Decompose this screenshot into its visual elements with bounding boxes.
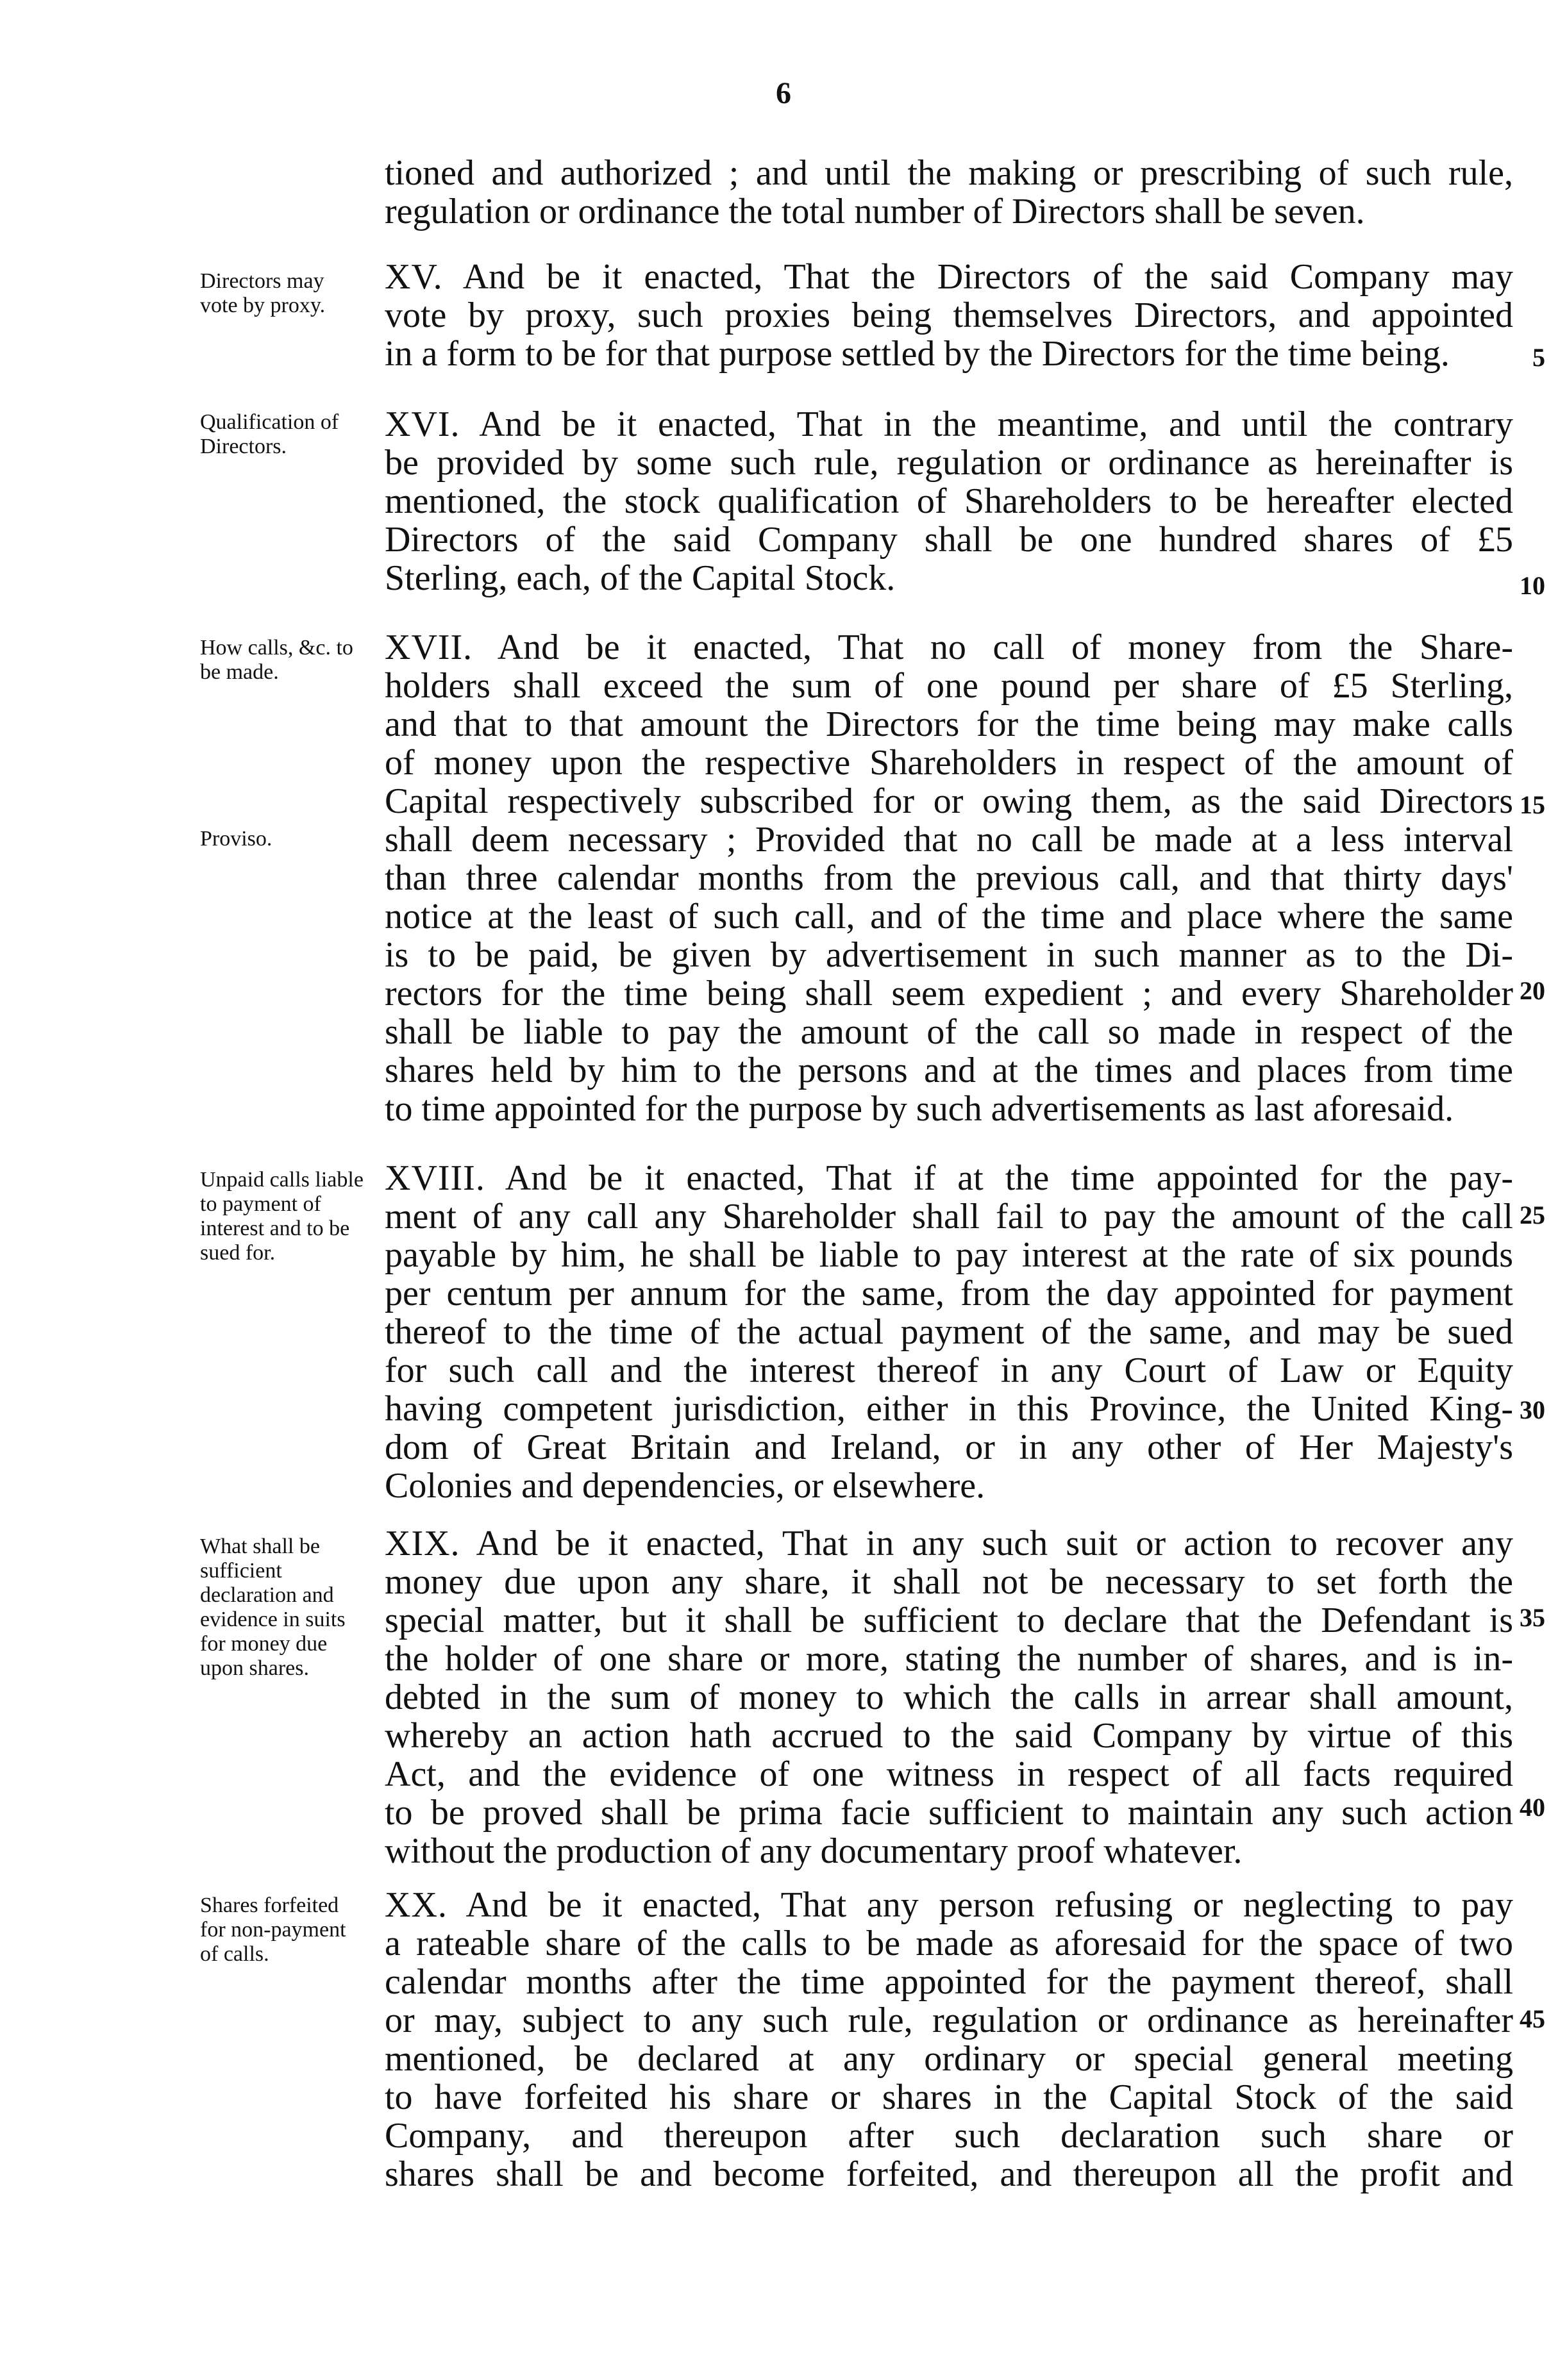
text-line: calendar months after the time appointed for the payment thereof, shall (385, 1962, 1513, 2002)
text-line: Capital respectively subscribed for or owing them, as the said Directors (385, 781, 1513, 821)
line-number: 45 (1520, 2004, 1545, 2033)
text-line: the holder of one share or more, stating the number of shares, and is in- (385, 1639, 1513, 1679)
text-line: for such call and the interest thereof in any Court of Law or Equity (385, 1351, 1513, 1390)
continuation-paragraph (385, 154, 1513, 231)
text-line: Company, and thereupon after such declaration such share or (385, 2116, 1513, 2156)
line-number: 35 (1520, 1603, 1545, 1632)
text-line: ment of any call any Shareholder shall fail to pay the amount of the call (385, 1197, 1513, 1236)
text-line: Sterling, each, of the Capital Stock. (385, 558, 896, 598)
text-line: money due upon any share, it shall not be necessary to set forth the (385, 1562, 1513, 1602)
text-line: vote by proxy, such proxies being themselves Directors, and appointed (385, 295, 1513, 335)
line-number: 15 (1520, 790, 1545, 819)
text-line: to have forfeited his share or shares in the Capital Stock of the said (385, 2077, 1513, 2117)
line-number: 20 (1520, 976, 1545, 1005)
text-line: thereof to the time of the actual payment of the same, and may be sued (385, 1312, 1513, 1352)
text-line: or may, subject to any such rule, regulation or ordinance as hereinafter (385, 2001, 1513, 2040)
section-numeral: XVII. (385, 628, 473, 667)
margin-note-xvii: How calls, &c. to be made. (200, 636, 353, 684)
margin-note-xix: What shall be sufficient declaration and evidence in suits for money due upon shares. (200, 1535, 346, 1680)
section-numeral: XX. (385, 1885, 448, 1925)
margin-note-xx: Shares forfeited for non-payment of calls. (200, 1893, 346, 1966)
text-line: Colonies and dependencies, or elsewhere. (385, 1466, 985, 1506)
text-line: tioned and authorized ; and until the making or prescribing of such rule, (385, 153, 1513, 193)
text-line: Act, and the evidence of one witness in respect of all facts required (385, 1754, 1513, 1794)
text-line: having competent jurisdiction, either in this Province, the United King- (385, 1389, 1513, 1429)
section-numeral: XIX. (385, 1524, 460, 1563)
text-line: holders shall exceed the sum of one pound per share of £5 Sterling, (385, 666, 1513, 706)
text-line (385, 1159, 1513, 1197)
margin-note-xvi: Qualification of Directors. (200, 410, 339, 458)
text-line: regulation or ordinance the total number of Directors shall be seven. (385, 192, 1365, 231)
text-line: a rateable share of the calls to be made as aforesaid for the space of two (385, 1924, 1513, 1963)
text-line: dom of Great Britain and Ireland, or in any other of Her Majesty's (385, 1427, 1513, 1467)
text-fragment: And be it enacted, That the Directors of the said Company may (462, 257, 1513, 297)
section-numeral: XV. (385, 257, 443, 297)
text-line: to be proved shall be prima facie sufficient to maintain any such action (385, 1793, 1513, 1833)
text-line: shall deem necessary ; Provided that no call be made at a less interval (385, 820, 1513, 860)
section-xvi (385, 405, 1513, 597)
text-line: shares shall be and become forfeited, and thereupon all the profit and (385, 2154, 1513, 2194)
margin-note-xv: Directors may vote by proxy. (200, 269, 326, 317)
text-fragment: And be it enacted, That if at the time appointed for the pay- (505, 1158, 1513, 1198)
text-line (385, 628, 1513, 667)
line-number: 30 (1520, 1395, 1545, 1424)
text-line (385, 258, 1513, 296)
text-fragment: And be it enacted, That in the meantime, and until the contrary (479, 404, 1513, 444)
section-xv (385, 258, 1513, 373)
text-line: to time appointed for the purpose by such advertisements as last aforesaid. (385, 1089, 1454, 1129)
line-number: 5 (1532, 343, 1545, 372)
text-line: than three calendar months from the previous call, and that thirty days' (385, 858, 1513, 898)
text-line: is to be paid, be given by advertisement in such manner as to the Di- (385, 935, 1513, 975)
text-line: rectors for the time being shall seem expedient ; and every Shareholder (385, 974, 1513, 1013)
text-line: whereby an action hath accrued to the said Company by virtue of this (385, 1716, 1513, 1756)
section-xx (385, 1886, 1513, 2193)
section-numeral: XVIII. (385, 1158, 485, 1198)
section-numeral: XVI. (385, 404, 460, 444)
margin-note-proviso: Proviso. (200, 827, 272, 851)
text-line: per centum per annum for the same, from the day appointed for payment (385, 1274, 1513, 1313)
text-line (385, 1524, 1513, 1563)
text-line: mentioned, the stock qualification of Shareholders to be hereafter elected (385, 481, 1513, 521)
margin-note-xviii: Unpaid calls liable to payment of interest and to be sued for. (200, 1168, 364, 1265)
section-xvii (385, 628, 1513, 1128)
page-number: 6 (776, 76, 791, 110)
line-number: 25 (1520, 1201, 1545, 1229)
text-line: payable by him, he shall be liable to pay interest at the rate of six pounds (385, 1235, 1513, 1275)
text-fragment: And be it enacted, That any person refusing or neglecting to pay (465, 1885, 1513, 1925)
text-line: and that to that amount the Directors for the time being may make calls (385, 704, 1513, 744)
text-line: without the production of any documentary proof whatever. (385, 1831, 1243, 1871)
text-fragment: And be it enacted, That in any such suit or action to recover any (476, 1524, 1513, 1563)
line-number: 10 (1520, 571, 1545, 600)
line-number: 40 (1520, 1793, 1545, 1822)
text-line: shares held by him to the persons and at the times and places from time (385, 1051, 1513, 1090)
text-line: special matter, but it shall be sufficient to declare that the Defendant is (385, 1601, 1513, 1640)
text-line: shall be liable to pay the amount of the call so made in respect of the (385, 1012, 1513, 1052)
section-xviii (385, 1159, 1513, 1505)
text-fragment: And be it enacted, That no call of money from the Share- (497, 628, 1513, 667)
text-line: be provided by some such rule, regulation or ordinance as hereinafter is (385, 443, 1513, 483)
text-line: debted in the sum of money to which the calls in arrear shall amount, (385, 1677, 1513, 1717)
text-line: notice at the least of such call, and of the time and place where the same (385, 897, 1513, 936)
text-line: mentioned, be declared at any ordinary or special general meeting (385, 2039, 1513, 2079)
text-line: in a form to be for that purpose settled by the Directors for the time being. (385, 334, 1450, 374)
text-line (385, 1886, 1513, 1924)
text-line (385, 405, 1513, 444)
section-xix (385, 1524, 1513, 1870)
text-line: Directors of the said Company shall be one hundred shares of £5 (385, 520, 1513, 560)
text-line: of money upon the respective Shareholders in respect of the amount of (385, 743, 1513, 783)
